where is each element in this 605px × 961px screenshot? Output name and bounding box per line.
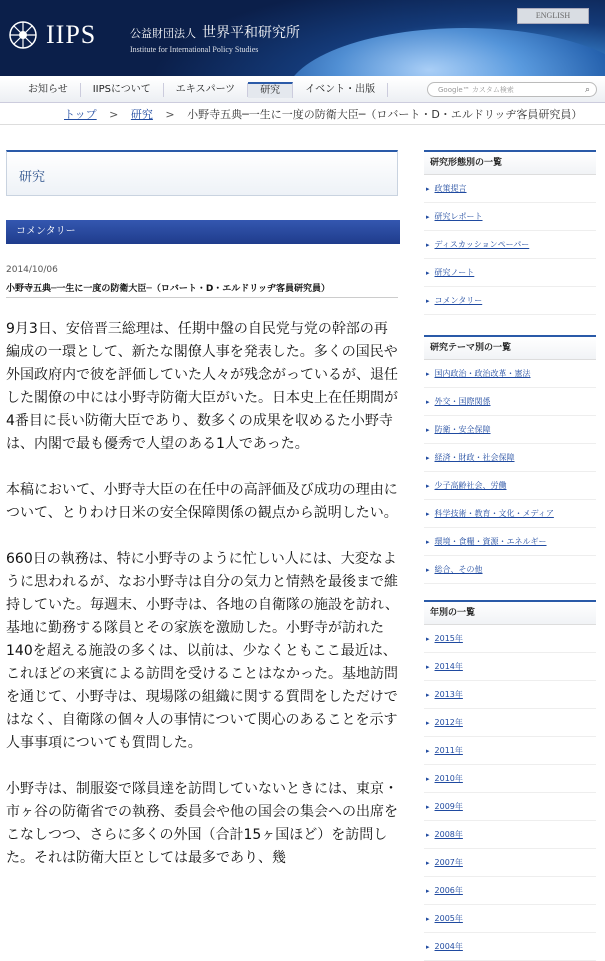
divider bbox=[0, 124, 605, 125]
globe-logo-icon bbox=[8, 20, 38, 50]
nav-about[interactable]: IIPSについて bbox=[81, 83, 164, 97]
nav-news[interactable]: お知らせ bbox=[16, 83, 81, 97]
sidebar-item[interactable] bbox=[424, 653, 596, 681]
sidebar-item[interactable] bbox=[424, 203, 596, 231]
main-nav bbox=[0, 78, 605, 103]
bullet-icon: ▸ bbox=[426, 482, 430, 490]
sidebar-item[interactable] bbox=[424, 259, 596, 287]
sidebar-link[interactable]: 環境・食糧・資源・エネルギー bbox=[434, 537, 547, 546]
divider bbox=[6, 297, 398, 298]
bullet-icon: ▸ bbox=[426, 185, 430, 193]
sidebar-link[interactable]: 研究レポート bbox=[434, 212, 483, 221]
nav-events[interactable]: イベント・出版 bbox=[293, 83, 388, 97]
article-date: 2014/10/06 bbox=[6, 265, 58, 275]
search-input[interactable] bbox=[427, 82, 597, 97]
bullet-icon: ▸ bbox=[426, 426, 430, 434]
sidebar-item[interactable] bbox=[424, 231, 596, 259]
sidebar-item[interactable] bbox=[424, 416, 596, 444]
sidebar-link[interactable]: コメンタリー bbox=[434, 296, 483, 305]
sidebar-link[interactable]: 2012年 bbox=[434, 718, 463, 727]
sidebar-item[interactable] bbox=[424, 625, 596, 653]
sidebar-item[interactable] bbox=[424, 709, 596, 737]
bullet-icon: ▸ bbox=[426, 887, 430, 895]
sidebar-link[interactable]: 2007年 bbox=[434, 858, 463, 867]
article-paragraph: 小野寺は、制服姿で隊員達を訪問していないときには、東京・市ヶ谷の防衛省での執務、委員会や他の国会の集会への出席をこなしつつ、さらに多くの外国（合計15ヶ国ほど）を訪問した。それは防衛大臣としては最多であり、幾 bbox=[6, 781, 398, 866]
sidebar-link[interactable]: 2004年 bbox=[434, 942, 463, 951]
bullet-icon: ▸ bbox=[426, 269, 430, 277]
sidebar-link[interactable]: ディスカッションペーパー bbox=[434, 240, 530, 249]
sidebar-item[interactable] bbox=[424, 933, 596, 961]
sidebar-item[interactable] bbox=[424, 528, 596, 556]
bullet-icon: ▸ bbox=[426, 213, 430, 221]
sidebar-item[interactable] bbox=[424, 360, 596, 388]
org-title: 世界平和研究所 bbox=[202, 25, 300, 41]
sidebar-item[interactable] bbox=[424, 500, 596, 528]
sidebar-link[interactable]: 研究ノート bbox=[434, 268, 475, 277]
article-title: 小野寺五典─一生に一度の防衛大臣─（ロバート・D・エルドリッヂ客員研究員） bbox=[6, 284, 330, 294]
sidebar-link[interactable]: 2006年 bbox=[434, 886, 463, 895]
sidebar-link[interactable]: 2009年 bbox=[434, 802, 463, 811]
section-header bbox=[6, 150, 398, 196]
sidebar-item[interactable] bbox=[424, 287, 596, 315]
org-english: Institute for International Policy Studies bbox=[130, 45, 259, 54]
earth-image bbox=[285, 28, 605, 76]
sidebar-themes bbox=[424, 335, 596, 584]
sidebar-item[interactable] bbox=[424, 556, 596, 584]
bullet-icon: ▸ bbox=[426, 635, 430, 643]
sidebar-item[interactable] bbox=[424, 737, 596, 765]
bullet-icon: ▸ bbox=[426, 803, 430, 811]
sidebar-heading: 年別の一覧 bbox=[424, 600, 596, 625]
sidebar-link[interactable]: 国内政治・政治改革・憲法 bbox=[434, 369, 531, 378]
breadcrumb-current: 小野寺五典─一生に一度の防衛大臣─（ロバート・D・エルドリッヂ客員研究員） bbox=[187, 108, 583, 121]
bullet-icon: ▸ bbox=[426, 859, 430, 867]
nav-experts[interactable]: エキスパーツ bbox=[164, 83, 248, 97]
org-prefix: 公益財団法人 bbox=[130, 27, 196, 40]
sidebar-types bbox=[424, 150, 596, 315]
sidebar-link[interactable]: 2014年 bbox=[434, 662, 463, 671]
bullet-icon: ▸ bbox=[426, 663, 430, 671]
bullet-icon: ▸ bbox=[426, 747, 430, 755]
bullet-icon: ▸ bbox=[426, 943, 430, 951]
sidebar-link[interactable]: 経済・財政・社会保障 bbox=[434, 453, 515, 462]
sidebar-item[interactable] bbox=[424, 765, 596, 793]
bullet-icon: ▸ bbox=[426, 719, 430, 727]
breadcrumb bbox=[64, 106, 582, 122]
sidebar-heading: 研究形態別の一覧 bbox=[424, 150, 596, 175]
article-paragraph: 9月3日、安倍晋三総理は、任期中盤の自民党与党の幹部の再編成の一環として、新たな閣僚人事を発表した。多くの国民や外国政府内で彼を評価していた人々が残念がっているが、退任した閣僚の中には小野寺防衛大臣がいた。日本史上在任期間が4番目に長い防衛大臣であり、数多くの成果を収めるた小野寺は、内閣で最も優秀で人望のある1人であった。 bbox=[6, 321, 398, 452]
site-logo[interactable] bbox=[8, 20, 96, 50]
sidebar-item[interactable] bbox=[424, 821, 596, 849]
sidebar-link[interactable]: 科学技術・教育・文化・メディア bbox=[434, 509, 554, 518]
organization-name bbox=[130, 22, 300, 54]
sidebar-item[interactable] bbox=[424, 905, 596, 933]
bullet-icon: ▸ bbox=[426, 566, 430, 574]
nav-research[interactable]: 研究 bbox=[248, 82, 293, 98]
sidebar-link[interactable]: 2015年 bbox=[434, 634, 463, 643]
bullet-icon: ▸ bbox=[426, 538, 430, 546]
article-paragraph: 本稿において、小野寺大臣の在任中の高評価及び成功の理由について、とりわけ日米の安全保障関係の観点から説明したい。 bbox=[6, 482, 398, 521]
sidebar-item[interactable] bbox=[424, 175, 596, 203]
article-paragraph: 660日の執務は、特に小野寺のように忙しい人には、大変なように思われるが、なお小野寺は自分の気力と情熱を最後まで維持していた。毎週末、小野寺は、各地の自衛隊の施設を訪れ、基地に勤務する隊員とその家族を激励した。小野寺が訪れた140を超える施設の多くは、以前は、少なくともここ最近は、これほどの来賓による訪問を受けることはなかった。基地訪問を通じて、小野寺は、現場隊の組織に関する質問をしただけではなく、自衛隊の個々人の事情について関心のあることを示す人事事項についても質問した。 bbox=[6, 551, 399, 751]
sidebar-link[interactable]: 政策提言 bbox=[434, 184, 467, 193]
article-body bbox=[6, 318, 400, 893]
bullet-icon: ▸ bbox=[426, 454, 430, 462]
sidebar-item[interactable] bbox=[424, 472, 596, 500]
sidebar-link[interactable]: 2010年 bbox=[434, 774, 463, 783]
bullet-icon: ▸ bbox=[426, 831, 430, 839]
search-placeholder: Google™ カスタム検索 bbox=[438, 86, 514, 94]
breadcrumb-research[interactable]: 研究 bbox=[130, 108, 153, 121]
sidebar-item[interactable] bbox=[424, 877, 596, 905]
breadcrumb-separator: > bbox=[165, 108, 175, 121]
bullet-icon: ▸ bbox=[426, 241, 430, 249]
sidebar-link[interactable]: 2013年 bbox=[434, 690, 463, 699]
sidebar-link[interactable]: 2011年 bbox=[434, 746, 463, 755]
site-header bbox=[0, 0, 605, 76]
bullet-icon: ▸ bbox=[426, 691, 430, 699]
bullet-icon: ▸ bbox=[426, 297, 430, 305]
sidebar-link[interactable]: 2008年 bbox=[434, 830, 463, 839]
english-button[interactable]: ENGLISH bbox=[517, 8, 589, 24]
bullet-icon: ▸ bbox=[426, 370, 430, 378]
sidebar-heading: 研究テーマ別の一覧 bbox=[424, 335, 596, 360]
bullet-icon: ▸ bbox=[426, 775, 430, 783]
sidebar-item[interactable] bbox=[424, 388, 596, 416]
logo-text: IIPS bbox=[46, 20, 97, 49]
sidebar-years bbox=[424, 600, 596, 961]
sidebar-link[interactable]: 少子高齢社会、労働 bbox=[434, 481, 507, 490]
sidebar-link[interactable]: 総合、その他 bbox=[434, 565, 483, 574]
breadcrumb-top[interactable]: トップ bbox=[64, 108, 97, 121]
sidebar-item[interactable] bbox=[424, 444, 596, 472]
breadcrumb-separator: > bbox=[109, 108, 119, 121]
search-icon[interactable]: ⌕ bbox=[584, 85, 590, 95]
category-bar: コメンタリー bbox=[6, 220, 400, 244]
sidebar-link[interactable]: 2005年 bbox=[434, 914, 463, 923]
bullet-icon: ▸ bbox=[426, 915, 430, 923]
sidebar-link[interactable]: 外交・国際関係 bbox=[434, 397, 491, 406]
sidebar-item[interactable] bbox=[424, 681, 596, 709]
bullet-icon: ▸ bbox=[426, 398, 430, 406]
bullet-icon: ▸ bbox=[426, 510, 430, 518]
sidebar-link[interactable]: 防衛・安全保障 bbox=[434, 425, 491, 434]
sidebar-item[interactable] bbox=[424, 849, 596, 877]
sidebar-item[interactable] bbox=[424, 793, 596, 821]
section-title: 研究 bbox=[19, 170, 46, 185]
